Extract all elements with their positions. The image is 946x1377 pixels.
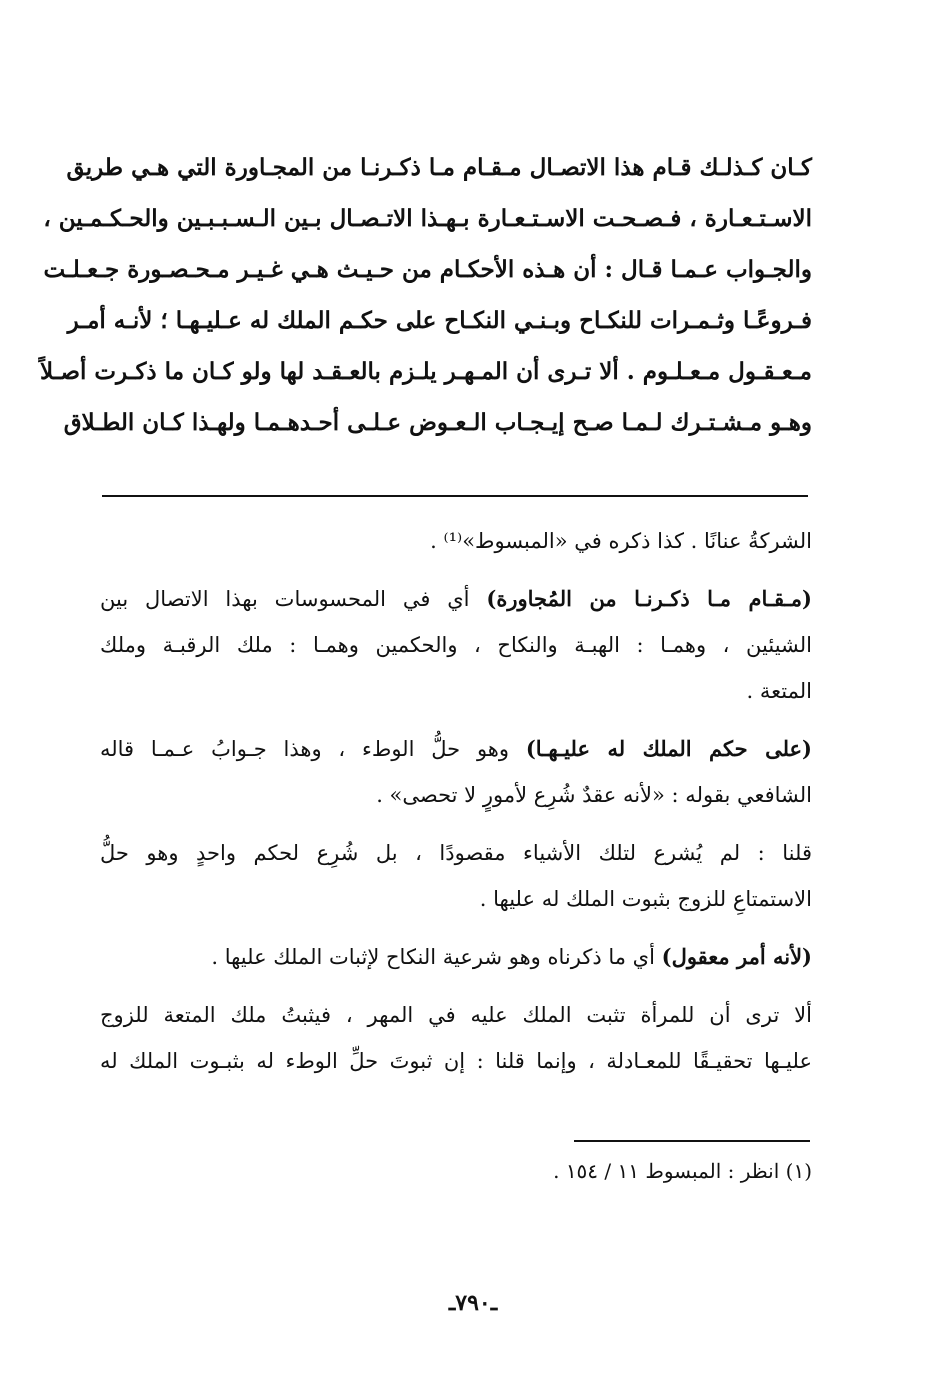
main-text-line: والجـواب عـمـا قـال : أن هـذه الأحكـام من حـيـث هـي غـيـر مـحـصـورة جـعـلـت (43, 256, 812, 283)
commentary-paragraph (100, 726, 812, 818)
commentary-text: الشيئين ، وهمـا : الهبـة والنكاح ، والحكمين وهمـا : ملك الرقبـة وملك (100, 633, 812, 657)
commentary-line (100, 576, 812, 622)
commentary-text: قلنا : لم يُشرع لتلك الأشياء مقصودًا ، بل شُرِع لحكم واحدٍ وهو حلُّ (100, 841, 812, 865)
separator-rule (102, 495, 808, 497)
commentary-block (100, 518, 812, 1096)
commentary-text: أي في المحسوسات بهذا الاتصال بين (100, 587, 487, 611)
commentary-line (100, 622, 812, 668)
commentary-line (100, 726, 812, 772)
commentary-paragraph (100, 830, 812, 922)
commentary-text: المتعة . (746, 679, 812, 703)
main-text-line: فـروعًـا وثـمـرات للنكـاح وبـنـي النكـاح على حكـم الملك له عـليـهـا ؛ لأنـه أمـر (67, 307, 812, 334)
commentary-text: ألا ترى أن للمرأة تثبت الملك عليه في المهر ، فيثبتُ ملك المتعة للزوج (100, 1003, 812, 1027)
main-text-block (40, 142, 812, 448)
commentary-line (100, 992, 812, 1038)
commentary-paragraph (100, 992, 812, 1084)
commentary-line (100, 876, 812, 922)
commentary-paragraph (100, 518, 812, 564)
commentary-line (100, 830, 812, 876)
commentary-text: وهو حلُّ الوطء ، وهذا جـوابُ عـمـا قاله (100, 737, 526, 761)
commentary-paragraph (100, 576, 812, 714)
main-text-line: وهـو مـشـتـرك لـمـا صـح إيـجـاب الـعـوض عـلـى أحـدهـمـا ولهـذا كـان الطـلاق (63, 409, 812, 436)
commentary-text: الاستمتاعِ للزوج بثبوت الملك له عليها . (479, 887, 812, 911)
quoted-lemma: (على حكم الملك له عليـهـا) (525, 736, 812, 761)
main-text-line: الاسـتـعـارة ، فـصـحـت الاسـتـعـارة بـهـذا الاتـصـال بـين الـسـبـبـين والحـكـمـين ، (43, 205, 812, 232)
commentary-text: عليـها تحقيـقًا للمعـادلة ، وإنما قلنا : إن ثبوتَ حلِّ الوطء له بثبـوت الملك له (100, 1049, 812, 1073)
commentary-text: الشافعي بقوله : «لأنه عقدٌ شُرِع لأمورٍ لا تحصى» . (376, 783, 812, 807)
footnote-rule (574, 1140, 810, 1142)
quoted-lemma: (مـقـام مـا ذكـرنـا من المُجاورة) (486, 586, 812, 611)
footnote: (١) انظر : المبسوط ١١ / ١٥٤ . (553, 1159, 812, 1183)
main-text-line: كـان كـذلـك قـام هذا الاتصـال مـقـام مـا ذكـرنـا من المجـاورة التي هـي طريق (66, 154, 812, 181)
page-number: ـ٧٩٠ـ (448, 1290, 498, 1316)
quoted-lemma: (لأنه أمر معقول) (661, 944, 812, 969)
commentary-paragraph (100, 934, 812, 980)
commentary-text: أي ما ذكرناه وهو شرعية النكاح لإثبات الملك عليها . (211, 945, 662, 969)
commentary-line (100, 772, 812, 818)
main-text-line: مـعـقـول مـعـلـوم . ألا تـرى أن المـهـر يلـزم بالعـقـد لها ولو كـان ما ذكـرت أصـلاً (40, 358, 812, 385)
commentary-text: الشركةُ عنانًا . كذا ذكره في «المبسوط»⁽¹⁾ . (430, 529, 812, 553)
commentary-line (100, 518, 812, 564)
commentary-line (100, 934, 812, 980)
commentary-line (100, 1038, 812, 1084)
commentary-line (100, 668, 812, 714)
